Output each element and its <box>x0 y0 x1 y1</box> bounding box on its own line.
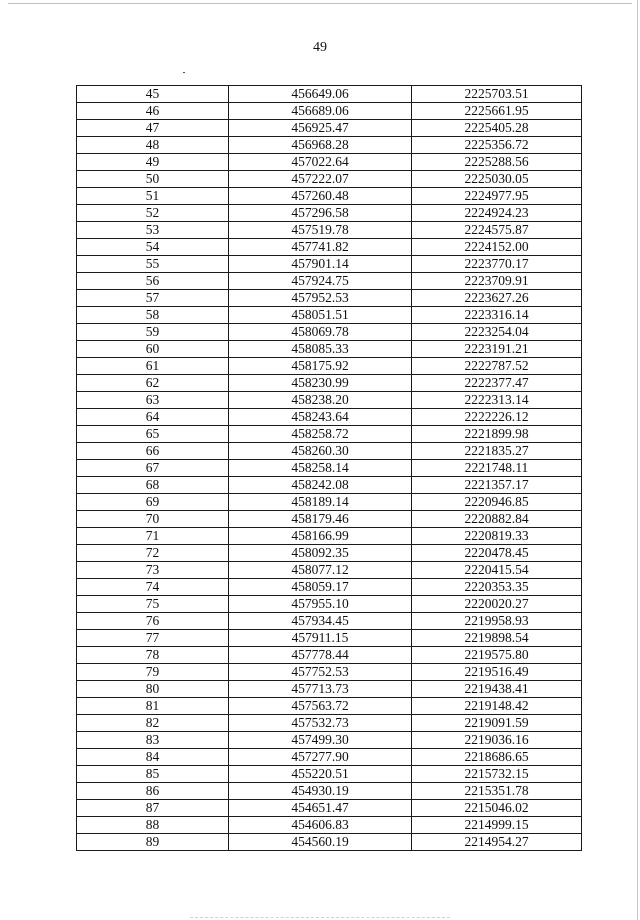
table-row <box>77 664 582 681</box>
x-coordinate-cell: 457713.73 <box>229 681 412 698</box>
x-coordinate-cell: 458166.99 <box>229 528 412 545</box>
y-coordinate-cell: 2223316.14 <box>412 307 582 324</box>
x-coordinate-cell: 458243.64 <box>229 409 412 426</box>
y-coordinate-cell: 2215351.78 <box>412 783 582 800</box>
y-coordinate-cell: 2215732.15 <box>412 766 582 783</box>
point-number-cell: 49 <box>77 154 229 171</box>
table-row <box>77 630 582 647</box>
x-coordinate-cell: 457563.72 <box>229 698 412 715</box>
table-row <box>77 596 582 613</box>
y-coordinate-cell: 2219516.49 <box>412 664 582 681</box>
table-row <box>77 511 582 528</box>
x-coordinate-cell: 457222.07 <box>229 171 412 188</box>
y-coordinate-cell: 2218686.65 <box>412 749 582 766</box>
x-coordinate-cell: 457296.58 <box>229 205 412 222</box>
y-coordinate-cell: 2224152.00 <box>412 239 582 256</box>
x-coordinate-cell: 457952.53 <box>229 290 412 307</box>
table-row <box>77 324 582 341</box>
table-row <box>77 358 582 375</box>
x-coordinate-cell: 457260.48 <box>229 188 412 205</box>
x-coordinate-cell: 455220.51 <box>229 766 412 783</box>
x-coordinate-cell: 457924.75 <box>229 273 412 290</box>
x-coordinate-cell: 457277.90 <box>229 749 412 766</box>
point-number-cell: 73 <box>77 562 229 579</box>
x-coordinate-cell: 458242.08 <box>229 477 412 494</box>
point-number-cell: 62 <box>77 375 229 392</box>
table-row <box>77 817 582 834</box>
y-coordinate-cell: 2222787.52 <box>412 358 582 375</box>
x-coordinate-cell: 458179.46 <box>229 511 412 528</box>
table-row <box>77 834 582 851</box>
point-number-cell: 82 <box>77 715 229 732</box>
point-number-cell: 71 <box>77 528 229 545</box>
point-number-cell: 69 <box>77 494 229 511</box>
table-row <box>77 426 582 443</box>
x-coordinate-cell: 458189.14 <box>229 494 412 511</box>
table-row <box>77 494 582 511</box>
point-number-cell: 74 <box>77 579 229 596</box>
y-coordinate-cell: 2220882.84 <box>412 511 582 528</box>
y-coordinate-cell: 2222377.47 <box>412 375 582 392</box>
point-number-cell: 55 <box>77 256 229 273</box>
x-coordinate-cell: 457911.15 <box>229 630 412 647</box>
x-coordinate-cell: 457752.53 <box>229 664 412 681</box>
y-coordinate-cell: 2222226.12 <box>412 409 582 426</box>
page-top-edge <box>8 3 632 4</box>
point-number-cell: 79 <box>77 664 229 681</box>
page-bottom-edge <box>190 917 450 918</box>
y-coordinate-cell: 2224924.23 <box>412 205 582 222</box>
y-coordinate-cell: 2224575.87 <box>412 222 582 239</box>
table-row <box>77 749 582 766</box>
point-number-cell: 53 <box>77 222 229 239</box>
y-coordinate-cell: 2219898.54 <box>412 630 582 647</box>
x-coordinate-cell: 458258.14 <box>229 460 412 477</box>
y-coordinate-cell: 2214999.15 <box>412 817 582 834</box>
point-number-cell: 70 <box>77 511 229 528</box>
table-row <box>77 477 582 494</box>
point-number-cell: 75 <box>77 596 229 613</box>
point-number-cell: 48 <box>77 137 229 154</box>
table-row <box>77 681 582 698</box>
y-coordinate-cell: 2225356.72 <box>412 137 582 154</box>
table-row <box>77 290 582 307</box>
y-coordinate-cell: 2225703.51 <box>412 86 582 103</box>
table-row <box>77 800 582 817</box>
y-coordinate-cell: 2221748.11 <box>412 460 582 477</box>
point-number-cell: 81 <box>77 698 229 715</box>
table-row <box>77 392 582 409</box>
table-row <box>77 103 582 120</box>
point-number-cell: 67 <box>77 460 229 477</box>
y-coordinate-cell: 2221357.17 <box>412 477 582 494</box>
coordinate-table <box>76 85 582 851</box>
y-coordinate-cell: 2225405.28 <box>412 120 582 137</box>
table-row <box>77 647 582 664</box>
table-row <box>77 137 582 154</box>
x-coordinate-cell: 456968.28 <box>229 137 412 154</box>
point-number-cell: 89 <box>77 834 229 851</box>
point-number-cell: 52 <box>77 205 229 222</box>
table-row <box>77 460 582 477</box>
point-number-cell: 68 <box>77 477 229 494</box>
table-row <box>77 256 582 273</box>
table-row <box>77 171 582 188</box>
point-number-cell: 86 <box>77 783 229 800</box>
point-number-cell: 88 <box>77 817 229 834</box>
x-coordinate-cell: 458059.17 <box>229 579 412 596</box>
table-row <box>77 783 582 800</box>
coordinate-table-body <box>77 86 582 851</box>
y-coordinate-cell: 2219036.16 <box>412 732 582 749</box>
y-coordinate-cell: 2220946.85 <box>412 494 582 511</box>
x-coordinate-cell: 457519.78 <box>229 222 412 239</box>
x-coordinate-cell: 458077.12 <box>229 562 412 579</box>
x-coordinate-cell: 454560.19 <box>229 834 412 851</box>
point-number-cell: 65 <box>77 426 229 443</box>
table-row <box>77 273 582 290</box>
table-row <box>77 766 582 783</box>
y-coordinate-cell: 2220478.45 <box>412 545 582 562</box>
x-coordinate-cell: 457741.82 <box>229 239 412 256</box>
point-number-cell: 61 <box>77 358 229 375</box>
y-coordinate-cell: 2220020.27 <box>412 596 582 613</box>
page-right-edge <box>637 0 638 920</box>
table-row <box>77 545 582 562</box>
table-row <box>77 443 582 460</box>
x-coordinate-cell: 457901.14 <box>229 256 412 273</box>
x-coordinate-cell: 454606.83 <box>229 817 412 834</box>
x-coordinate-cell: 457022.64 <box>229 154 412 171</box>
point-number-cell: 63 <box>77 392 229 409</box>
table-row <box>77 613 582 630</box>
table-row <box>77 222 582 239</box>
x-coordinate-cell: 457955.10 <box>229 596 412 613</box>
y-coordinate-cell: 2223254.04 <box>412 324 582 341</box>
y-coordinate-cell: 2221835.27 <box>412 443 582 460</box>
point-number-cell: 54 <box>77 239 229 256</box>
y-coordinate-cell: 2225661.95 <box>412 103 582 120</box>
x-coordinate-cell: 457934.45 <box>229 613 412 630</box>
point-number-cell: 87 <box>77 800 229 817</box>
point-number-cell: 47 <box>77 120 229 137</box>
x-coordinate-cell: 458092.35 <box>229 545 412 562</box>
point-number-cell: 64 <box>77 409 229 426</box>
y-coordinate-cell: 2223191.21 <box>412 341 582 358</box>
y-coordinate-cell: 2214954.27 <box>412 834 582 851</box>
point-number-cell: 85 <box>77 766 229 783</box>
point-number-cell: 58 <box>77 307 229 324</box>
y-coordinate-cell: 2219438.41 <box>412 681 582 698</box>
point-number-cell: 83 <box>77 732 229 749</box>
x-coordinate-cell: 458260.30 <box>229 443 412 460</box>
table-row <box>77 307 582 324</box>
table-row <box>77 528 582 545</box>
point-number-cell: 80 <box>77 681 229 698</box>
y-coordinate-cell: 2223770.17 <box>412 256 582 273</box>
point-number-cell: 60 <box>77 341 229 358</box>
table-row <box>77 239 582 256</box>
y-coordinate-cell: 2220415.54 <box>412 562 582 579</box>
point-number-cell: 50 <box>77 171 229 188</box>
point-number-cell: 78 <box>77 647 229 664</box>
y-coordinate-cell: 2220819.33 <box>412 528 582 545</box>
x-coordinate-cell: 458069.78 <box>229 324 412 341</box>
point-number-cell: 72 <box>77 545 229 562</box>
x-coordinate-cell: 458230.99 <box>229 375 412 392</box>
x-coordinate-cell: 458085.33 <box>229 341 412 358</box>
table-row <box>77 154 582 171</box>
y-coordinate-cell: 2223709.91 <box>412 273 582 290</box>
y-coordinate-cell: 2220353.35 <box>412 579 582 596</box>
y-coordinate-cell: 2219091.59 <box>412 715 582 732</box>
table-row <box>77 205 582 222</box>
y-coordinate-cell: 2219575.80 <box>412 647 582 664</box>
x-coordinate-cell: 454651.47 <box>229 800 412 817</box>
x-coordinate-cell: 456925.47 <box>229 120 412 137</box>
x-coordinate-cell: 458238.20 <box>229 392 412 409</box>
point-number-cell: 84 <box>77 749 229 766</box>
y-coordinate-cell: 2219148.42 <box>412 698 582 715</box>
x-coordinate-cell: 457499.30 <box>229 732 412 749</box>
point-number-cell: 77 <box>77 630 229 647</box>
y-coordinate-cell: 2223627.26 <box>412 290 582 307</box>
point-number-cell: 51 <box>77 188 229 205</box>
y-coordinate-cell: 2222313.14 <box>412 392 582 409</box>
x-coordinate-cell: 456649.06 <box>229 86 412 103</box>
table-row <box>77 698 582 715</box>
x-coordinate-cell: 458258.72 <box>229 426 412 443</box>
y-coordinate-cell: 2225030.05 <box>412 171 582 188</box>
table-row <box>77 562 582 579</box>
table-row <box>77 341 582 358</box>
x-coordinate-cell: 458175.92 <box>229 358 412 375</box>
y-coordinate-cell: 2221899.98 <box>412 426 582 443</box>
table-row <box>77 732 582 749</box>
point-number-cell: 59 <box>77 324 229 341</box>
x-coordinate-cell: 454930.19 <box>229 783 412 800</box>
x-coordinate-cell: 456689.06 <box>229 103 412 120</box>
x-coordinate-cell: 457532.73 <box>229 715 412 732</box>
table-row <box>77 409 582 426</box>
table-row <box>77 86 582 103</box>
table-row <box>77 188 582 205</box>
point-number-cell: 66 <box>77 443 229 460</box>
table-row <box>77 375 582 392</box>
point-number-cell: 57 <box>77 290 229 307</box>
point-number-cell: 76 <box>77 613 229 630</box>
table-row <box>77 120 582 137</box>
point-number-cell: 56 <box>77 273 229 290</box>
x-coordinate-cell: 457778.44 <box>229 647 412 664</box>
table-row <box>77 579 582 596</box>
table-row <box>77 715 582 732</box>
x-coordinate-cell: 458051.51 <box>229 307 412 324</box>
point-number-cell: 45 <box>77 86 229 103</box>
y-coordinate-cell: 2215046.02 <box>412 800 582 817</box>
point-number-cell: 46 <box>77 103 229 120</box>
y-coordinate-cell: 2224977.95 <box>412 188 582 205</box>
scan-speck <box>183 72 185 73</box>
y-coordinate-cell: 2219958.93 <box>412 613 582 630</box>
y-coordinate-cell: 2225288.56 <box>412 154 582 171</box>
page-number: 49 <box>313 40 327 55</box>
